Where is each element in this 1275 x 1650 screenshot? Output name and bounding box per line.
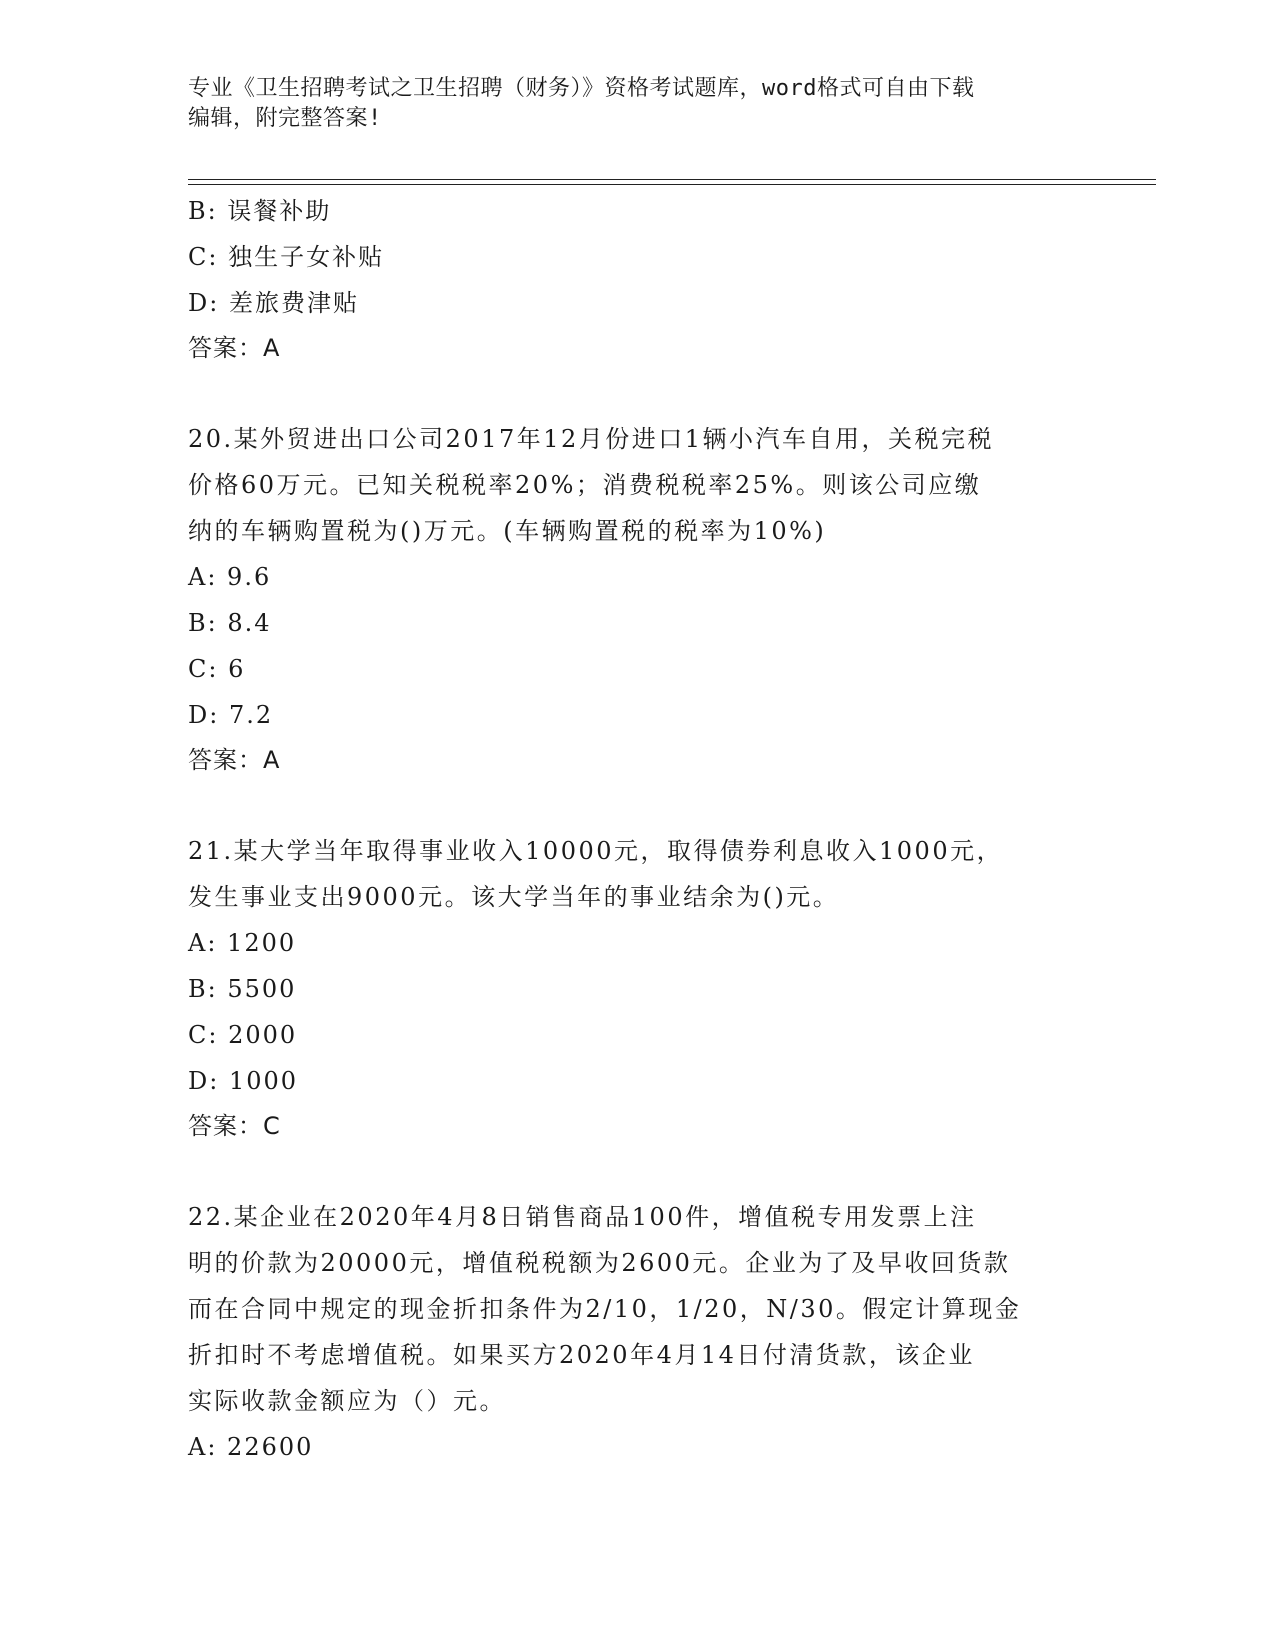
header-line-2: 编辑，附完整答案!: [188, 106, 382, 131]
question-text-line: 21.某大学当年取得事业收入10000元，取得债券利息收入1000元，: [188, 837, 1004, 865]
option-b: B: 误餐补助: [188, 197, 332, 225]
question-text-line: 实际收款金额应为（）元。: [188, 1387, 506, 1415]
option-d: D: 差旅费津贴: [188, 289, 359, 317]
question-text-line: 发生事业支出9000元。该大学当年的事业结余为()元。: [188, 883, 840, 911]
question-text-line: 22.某企业在2020年4月8日销售商品100件，增值税专用发票上注: [188, 1203, 977, 1231]
question-21: [188, 828, 1088, 1148]
header-divider: [188, 179, 1156, 185]
spacer: [188, 370, 1088, 416]
question-19-tail: [188, 188, 1088, 370]
answer-line: 答案：A: [188, 334, 281, 362]
question-22: [188, 1194, 1088, 1470]
answer-line: 答案：A: [188, 746, 281, 774]
option-d: D: 1000: [188, 1067, 299, 1095]
question-text-line: 折扣时不考虑增值税。如果买方2020年4月14日付清货款，该企业: [188, 1341, 975, 1369]
option-a: A: 9.6: [188, 563, 272, 591]
question-list: [188, 188, 1088, 1470]
option-c: C: 独生子女补贴: [188, 243, 385, 271]
question-text-line: 纳的车辆购置税为()万元。(车辆购置税的税率为10%): [188, 517, 827, 545]
question-text-line: 20.某外贸进出口公司2017年12月份进口1辆小汽车自用，关税完税: [188, 425, 995, 453]
spacer: [188, 1148, 1088, 1194]
option-b: B: 5500: [188, 975, 297, 1003]
option-a: A: 1200: [188, 929, 297, 957]
question-text-line: 明的价款为20000元，增值税税额为2600元。企业为了及早收回货款: [188, 1249, 1011, 1277]
question-text-line: 价格60万元。已知关税税率20%；消费税税率25%。则该公司应缴: [188, 471, 982, 499]
option-c: C: 6: [188, 655, 246, 683]
option-a: A: 22600: [188, 1433, 314, 1461]
header-line-1: 专业《卫生招聘考试之卫生招聘（财务）》资格考试题库，word格式可自由下载: [188, 76, 975, 101]
page-header: [188, 74, 1088, 134]
option-b: B: 8.4: [188, 609, 272, 637]
answer-line: 答案：C: [188, 1112, 281, 1140]
option-c: C: 2000: [188, 1021, 298, 1049]
spacer: [188, 782, 1088, 828]
question-20: [188, 416, 1088, 782]
question-text-line: 而在合同中规定的现金折扣条件为2/10，1/20，N/30。假定计算现金: [188, 1295, 1022, 1323]
option-d: D: 7.2: [188, 701, 274, 729]
